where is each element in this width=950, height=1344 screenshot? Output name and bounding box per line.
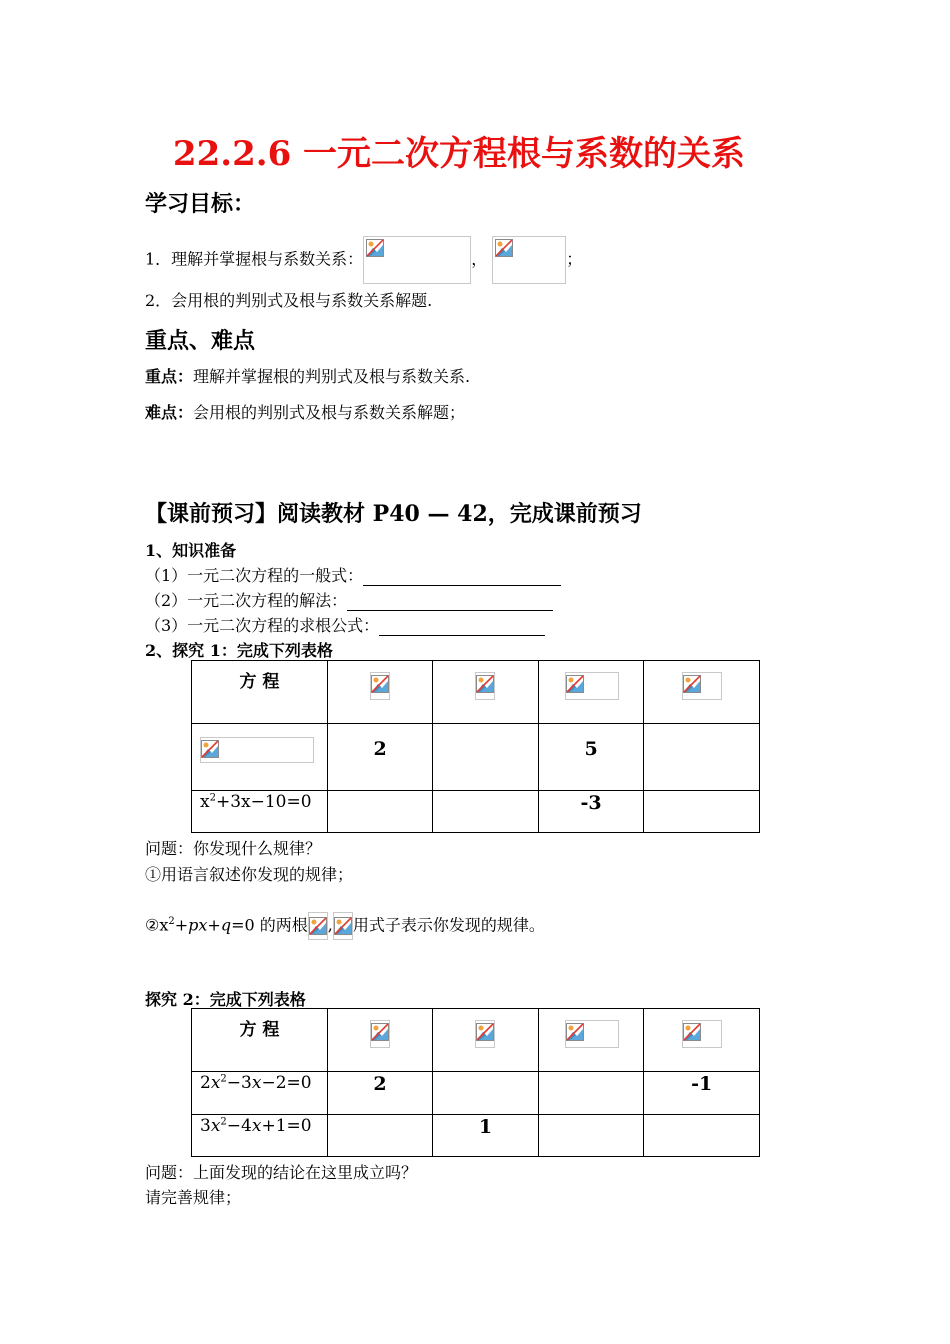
question-2: 问题：上面发现的结论在这里成立吗？ bbox=[145, 1163, 418, 1182]
answer-blank-1[interactable] bbox=[363, 569, 561, 586]
improve-rule: 请完善规律； bbox=[145, 1188, 242, 1207]
table-cell[interactable] bbox=[644, 1115, 760, 1157]
explore2-table bbox=[191, 1008, 760, 1157]
equation-cell bbox=[192, 791, 328, 833]
question-1: 问题：你发现什么规律？ bbox=[145, 839, 322, 858]
q1-item2-q: q bbox=[220, 915, 232, 935]
eq-coef-a: 2 bbox=[200, 1073, 211, 1093]
preview-heading: 【课前预习】阅读教材 P40 — 42，完成课前预习 bbox=[145, 501, 642, 527]
formula-image-x2 bbox=[475, 672, 495, 700]
broken-image-icon bbox=[495, 239, 513, 257]
table-row bbox=[192, 791, 760, 833]
q1-item2-comma: , bbox=[327, 915, 333, 935]
equation-text bbox=[192, 1073, 327, 1093]
question-1-item-1: ①用语言叙述你发现的规律； bbox=[145, 865, 354, 884]
table-row bbox=[192, 1115, 760, 1157]
header-equation: 方 程 bbox=[192, 1009, 328, 1072]
eq-sup: 2 bbox=[209, 792, 216, 804]
formula-image-root2 bbox=[333, 912, 353, 940]
cell-value: 5 bbox=[584, 738, 598, 760]
answer-blank-3[interactable] bbox=[379, 619, 545, 636]
broken-image-icon bbox=[683, 1023, 701, 1041]
header-equation: 方 程 bbox=[192, 661, 328, 724]
q1-item2-suffix: 用式子表示你发现的规律。 bbox=[352, 915, 545, 935]
formula-image-x2 bbox=[475, 1020, 495, 1048]
table-cell[interactable] bbox=[433, 1115, 538, 1157]
explore1-heading: 2、探究 1：完成下列表格 bbox=[145, 641, 333, 660]
cell-value: 1 bbox=[478, 1116, 493, 1138]
table-cell[interactable] bbox=[327, 724, 432, 791]
page-title: 22.2.6 一元二次方程根与系数的关系 bbox=[172, 134, 746, 174]
eq-x: x bbox=[210, 1073, 221, 1093]
header-sum bbox=[538, 1009, 644, 1072]
objective-1-text: 1．理解并掌握根与系数关系： bbox=[145, 249, 364, 269]
eq-const: −2=0 bbox=[261, 1073, 312, 1093]
broken-image-icon bbox=[566, 675, 584, 693]
formula-image-equation bbox=[200, 737, 314, 763]
eq-coef-b: −3 bbox=[226, 1073, 252, 1093]
equation-text bbox=[192, 792, 327, 812]
formula-image-x1 bbox=[370, 1020, 390, 1048]
table-cell[interactable] bbox=[538, 1115, 644, 1157]
eq-const: +1=0 bbox=[261, 1116, 312, 1136]
table-cell[interactable] bbox=[644, 791, 760, 833]
table-cell[interactable] bbox=[327, 1115, 432, 1157]
table-cell[interactable] bbox=[433, 791, 538, 833]
equation-cell bbox=[192, 1115, 328, 1157]
eq-sup: 2 bbox=[220, 1116, 227, 1128]
answer-blank-2[interactable] bbox=[347, 594, 553, 611]
formula-image-sum bbox=[363, 236, 471, 284]
table-cell[interactable] bbox=[433, 1072, 538, 1115]
eq-x: x bbox=[251, 1073, 262, 1093]
table-cell[interactable] bbox=[327, 1072, 432, 1115]
header-product bbox=[644, 1009, 760, 1072]
eq-sup: 2 bbox=[220, 1073, 227, 1085]
cell-value: -3 bbox=[580, 792, 602, 814]
eq-x: x bbox=[210, 1116, 221, 1136]
eq-x: x bbox=[251, 1116, 262, 1136]
question-1-item-2 bbox=[145, 912, 545, 940]
table-cell[interactable] bbox=[644, 724, 760, 791]
table-header-row bbox=[192, 1009, 760, 1072]
key-points-heading: 重点、难点 bbox=[145, 328, 256, 354]
broken-image-icon bbox=[566, 1023, 584, 1041]
broken-image-icon bbox=[371, 675, 389, 693]
q1-item2-px: px bbox=[188, 915, 208, 935]
equation-cell bbox=[192, 1072, 328, 1115]
q1-item2-plus2: + bbox=[207, 915, 221, 935]
formula-image-sum-col bbox=[565, 672, 619, 700]
broken-image-icon bbox=[683, 675, 701, 693]
header-x2 bbox=[433, 1009, 538, 1072]
knowledge-q2 bbox=[145, 588, 553, 611]
header-sum bbox=[538, 661, 644, 724]
broken-image-icon bbox=[201, 740, 219, 758]
difficulty-text: 会用根的判别式及根与系数关系解题； bbox=[193, 403, 466, 422]
cell-value: 2 bbox=[373, 738, 387, 760]
q1-item2-prefix: ②x bbox=[145, 915, 169, 935]
table-header-row bbox=[192, 661, 760, 724]
table-cell[interactable] bbox=[433, 724, 538, 791]
header-x1 bbox=[327, 1009, 432, 1072]
eq-coef-b: −4 bbox=[226, 1116, 252, 1136]
eq-base: x bbox=[200, 792, 210, 812]
eq-rest: +3x−10=0 bbox=[215, 792, 312, 812]
knowledge-q2-text: （2）一元二次方程的解法： bbox=[145, 591, 348, 610]
objective-item-2: 2．会用根的判别式及根与系数关系解题. bbox=[145, 291, 433, 310]
objective-item-1 bbox=[145, 236, 582, 284]
knowledge-heading: 1、知识准备 bbox=[145, 541, 237, 560]
cell-value: 2 bbox=[373, 1073, 387, 1095]
explore2-heading: 探究 2：完成下列表格 bbox=[145, 990, 306, 1009]
knowledge-q3-text: （3）一元二次方程的求根公式： bbox=[145, 616, 380, 635]
q1-item2-plus1: + bbox=[174, 915, 189, 935]
broken-image-icon bbox=[476, 675, 494, 693]
formula-image-product bbox=[492, 236, 566, 284]
table-cell[interactable] bbox=[327, 791, 432, 833]
formula-image-product-col bbox=[682, 1020, 722, 1048]
objectives-heading: 学习目标： bbox=[145, 191, 256, 217]
difficulty-label: 难点： bbox=[145, 403, 194, 422]
key-label: 重点： bbox=[145, 367, 194, 386]
equation-cell-image bbox=[192, 724, 328, 791]
objective-1-sep: ， bbox=[471, 249, 488, 269]
formula-image-root1 bbox=[308, 912, 328, 940]
equation-text bbox=[192, 1116, 327, 1136]
formula-image-x1 bbox=[370, 672, 390, 700]
broken-image-icon bbox=[371, 1023, 389, 1041]
header-x2 bbox=[433, 661, 538, 724]
key-point-line bbox=[145, 364, 470, 387]
knowledge-q1 bbox=[145, 563, 561, 586]
header-product bbox=[644, 661, 760, 724]
broken-image-icon bbox=[309, 917, 327, 935]
table-cell[interactable] bbox=[538, 791, 644, 833]
knowledge-q1-text: （1）一元二次方程的一般式： bbox=[145, 566, 364, 585]
difficulty-line bbox=[145, 400, 465, 423]
table-row bbox=[192, 1072, 760, 1115]
broken-image-icon bbox=[366, 239, 384, 257]
table-cell[interactable] bbox=[644, 1072, 760, 1115]
key-text: 理解并掌握根的判别式及根与系数关系. bbox=[193, 367, 471, 386]
formula-image-product-col bbox=[682, 672, 722, 700]
formula-image-sum-col bbox=[565, 1020, 619, 1048]
objective-1-end: ； bbox=[566, 249, 583, 269]
table-cell[interactable] bbox=[538, 1072, 644, 1115]
broken-image-icon bbox=[334, 917, 352, 935]
table-cell[interactable] bbox=[538, 724, 644, 791]
eq-coef-a: 3 bbox=[200, 1116, 211, 1136]
header-x1 bbox=[327, 661, 432, 724]
cell-value: -1 bbox=[691, 1073, 713, 1095]
knowledge-q3 bbox=[145, 613, 545, 636]
broken-image-icon bbox=[476, 1023, 494, 1041]
table-row bbox=[192, 724, 760, 791]
q1-item2-roots: =0 的两根 bbox=[231, 915, 308, 935]
q1-item2-sup: 2 bbox=[168, 916, 175, 928]
explore1-table bbox=[191, 660, 760, 833]
